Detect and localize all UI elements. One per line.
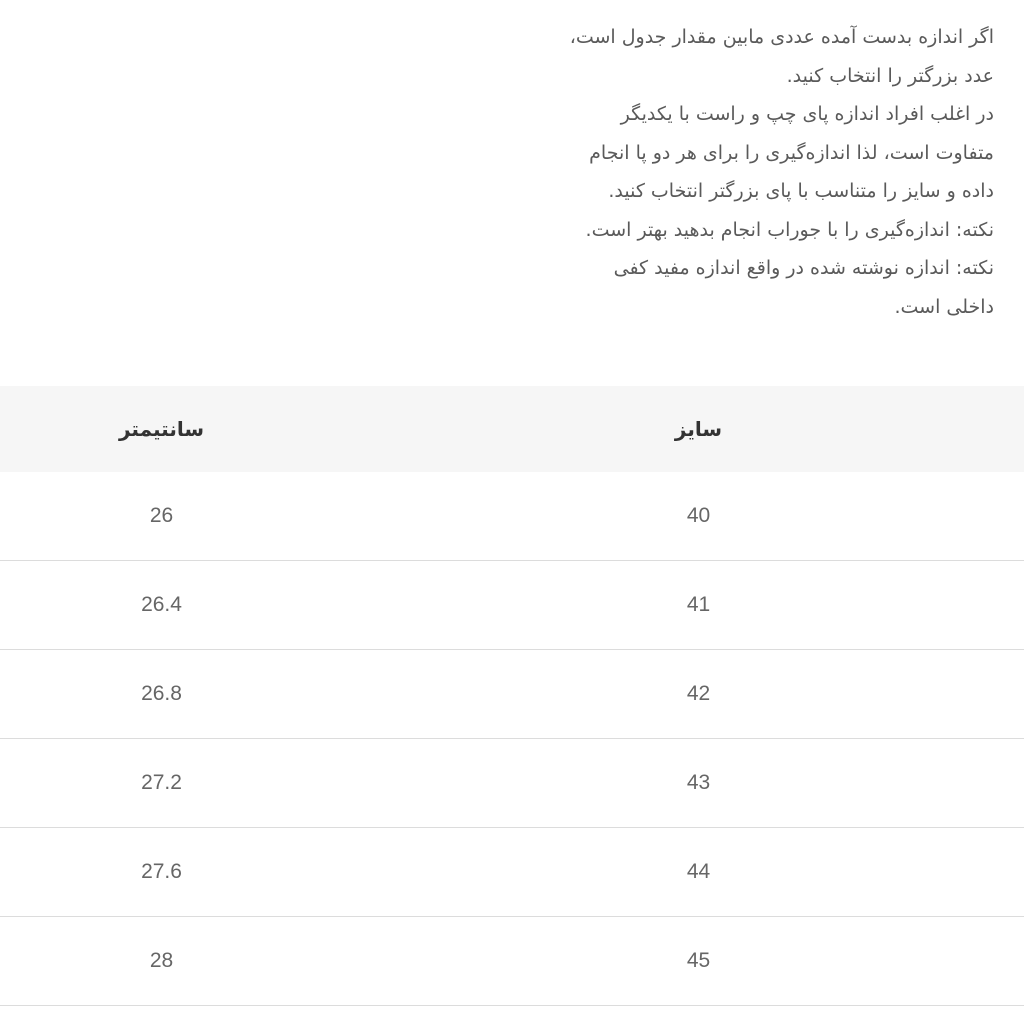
cell-size: 40 — [323, 472, 1024, 561]
cell-size: 44 — [323, 828, 1024, 917]
instruction-line: در اغلب افراد اندازه پای چپ و راست با یکدیگر — [620, 103, 994, 125]
instruction-line: نکته: اندازه نوشته شده در واقع اندازه مفید کفی — [613, 257, 994, 279]
table-header-row — [0, 386, 1024, 472]
table-row — [0, 561, 1024, 650]
table-row — [0, 917, 1024, 1006]
cell-size: 42 — [323, 650, 1024, 739]
instruction-line: نکته: اندازه‌گیری را با جوراب انجام بدهید بهتر است. — [585, 218, 994, 241]
cell-centimeter: 28 — [0, 917, 323, 1006]
header-centimeter: سانتیمتر — [0, 386, 323, 472]
cell-centimeter: 27.2 — [0, 739, 323, 828]
instruction-line: داخلی است. — [894, 295, 994, 318]
table-row — [0, 650, 1024, 739]
size-table — [0, 386, 1024, 1006]
cell-centimeter: 26.4 — [0, 561, 323, 650]
table-row — [0, 472, 1024, 561]
cell-centimeter: 27.6 — [0, 828, 323, 917]
header-size: سایز — [323, 386, 1024, 472]
instruction-line: عدد بزرگتر را انتخاب کنید. — [786, 64, 994, 87]
cell-centimeter: 26.8 — [0, 650, 323, 739]
size-instructions — [474, 18, 994, 326]
cell-size: 43 — [323, 739, 1024, 828]
cell-size: 45 — [323, 917, 1024, 1006]
instruction-line: اگر اندازه بدست آمده عددی مابین مقدار جدول است، — [569, 26, 994, 48]
instruction-line: متفاوت است، لذا اندازه‌گیری را برای هر دو پا انجام — [589, 141, 994, 164]
cell-size: 41 — [323, 561, 1024, 650]
table-row — [0, 828, 1024, 917]
cell-centimeter: 26 — [0, 472, 323, 561]
instruction-line: داده و سایز را متناسب با پای بزرگتر انتخاب کنید. — [608, 180, 994, 202]
table-row — [0, 739, 1024, 828]
